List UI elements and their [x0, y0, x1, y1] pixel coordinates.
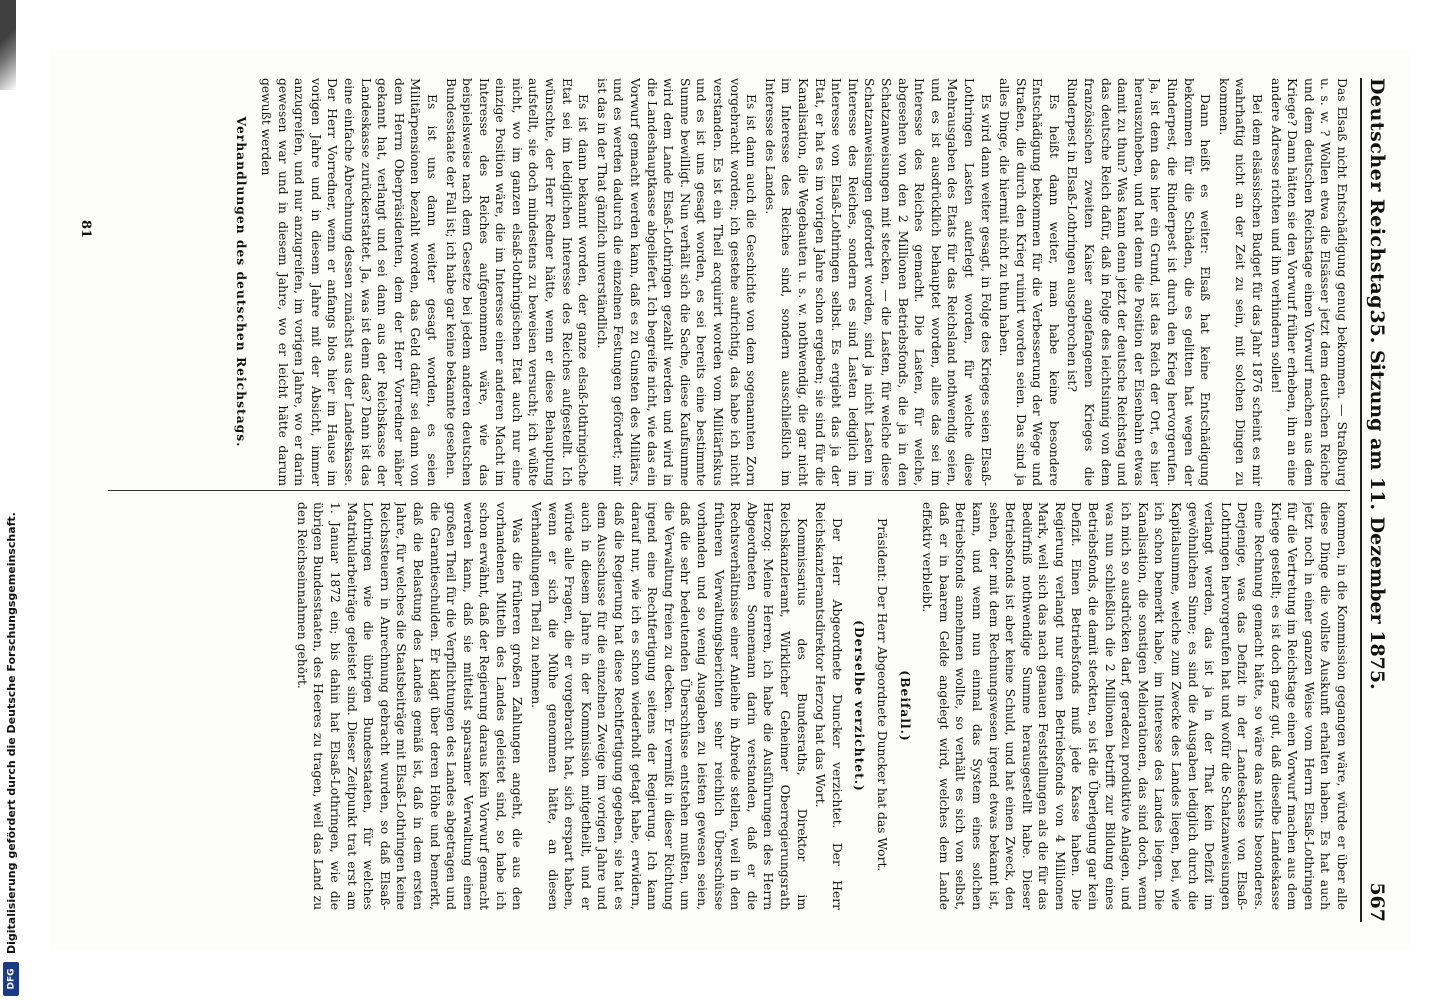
- paragraph: Kommissarius des Bundesraths, Direktor im Reichskanzleramt, Wirklicher Geheimer Oberregierungsrath Herzog: Meine Herren, ich habe die Ausführungen des Herrn Abgeordneten Sonnemann darin verstanden, daß er die Rechtsverhältnisse einer Anleihe in Abrede stellen, weil in den früheren Verwaltungsberichten sehr reichlich Überschüsse vorhanden und so wenig Ausgaben zu leisten gewesen seien, daß die sehr bedeutenden Überschüsse entstehen mußten, um die Verwaltung freien zu decken. Er vermißt in dieser Richtung irgend eine Rechtfertigung seitens der Regierung. Ich kann darauf nur, wie ich es schon wiederholt getagt habe, erwidern, daß die Regierung hat diese Rechtfertigung gegeben, sie hat es dem Ausschusse für die einzelnen Zweige im vorigen Jahre und auch in diesem Jahre in der Kommission mitgetheilt, und er würde alle Fragen, die er vorgebracht hat, sich erspart haben, wenn er sich die Mühe genommen hätte, an diesen Verhandlungen Theil zu nehmen.: [529, 502, 809, 910]
- paragraph: Es wird dann weiter gesagt, in Folge des Krieges seien Elsaß-Lothringen Lasten auferlegt worden, für welche diese Mehrausgaben des Etats für das Reichsland nothwendig seien, und es ist ausdrücklich behauptet worden, alles das sei im Interesse des Reiches gemacht. Die Lasten, für welche, abgesehen von den 2 Millionen Betriebsfonds, die ja in den Schatzanweisungen mit stecken, — die Lasten, für welche diese Schatzanweisungen gefordert worden, sind ja nicht Lasten im Interesse des Reiches, sondern es sind Lasten lediglich im Interesse von Elsaß-Lothringen selbst. Es ergiebt das ja der Etat, er hat es im vorigen Jahre schon ergeben; sie sind für die Kanalisation, die Wegebauten u. s. w. nothwendig, die gar nicht im Interesse des Reiches sind, sondern ausschließlich im Interesse des Landes.: [762, 78, 993, 486]
- paragraph: Es ist uns dann weiter gesagt worden, es seien Militärpensionen bezahlt worden, das Geld dafür sei dann von dem Herrn Oberpräsidenten, dem der Herr Vorredner näher gekannt hat, verlangt und sei dann aus der Reichskasse der Landeskasse zurückerstattet. Ja, was ist denn das? Dann ist das eine einfache Abrechnung dessen zunächst aus der Landeskasse. Der Herr Vorredner, wenn er anfangs blos hier im Hause im vorigen Jahre und in diesem Jahre mit der Absicht, immer anzugreifen, und nur anzugreifen, im vorigen Jahre, wo er darin gewesen war und in diesem Jahre, wo er leicht hätte darum gewußt werden: [259, 78, 439, 486]
- paragraph: Es ist dann bekannt worden, der ganze elsaß-lothringische Etat sei im lediglichen Interesse des Reiches aufgestellt. Ich wünschte, der Herr Redner hätte, wenn er diese Behauptung aufstellt, sie doch mindestens zu beweisen versucht; ich wüßte nicht, wo im ganzen elsaß-lothringischen Etat auch nur eine einzige Position wäre, die im Interesse einer anderen Macht im Interesse des Reiches aufgenommen wäre, wie das beispielsweise nach dem Gesetze bei jedem anderen deutschen Bundesstaate der Fall ist; ich habe gar keine bekannte gesehen.: [443, 78, 591, 486]
- column-divider: [108, 490, 1350, 491]
- paragraph: Es ist dann auch die Geschichte von dem sogenannten Zorn vorgebracht worden; ich gestehe aufrichtig, das habe ich nicht verstanden. Es ist ein Theil acquirirt worden vom Militärfiskus und es ist uns gesagt worden, es sei bereits eine bestimmte Summe bewilligt. Nun verhält sich die Sache, diese Kaufsumme wird dem Lande Elsaß-Lothringen gezahlt werden und wird in die Landeshauptkasse abgeliefert. Ich begreife nicht, wie das ein Vorwurf gemacht werden kann, daß es zu Gunsten des Militärs, und es werden dadurch die einzelnen Festungen gefördert; mir ist das in der That gänzlich unverständlich.: [594, 78, 759, 486]
- paragraph: Bei dem elsässischen Budget für das Jahr 1876 scheint es mir wahrhaftig nicht an der Zeit zu sein, mit solchen Dingen zu kommen.: [1216, 78, 1265, 486]
- digitization-credit: [0, 0, 22, 1000]
- paragraph: Was die früheren großen Zahlungen angeht, die aus den vorhandenen Mitteln des Landes geleistet sind, so habe ich schon erwähnt, daß der Regierung daraus kein Vorwurf gemacht werden kann, daß sie mittelst sparsamer Verwaltung einen großen Theil für die Verpflichtungen des Landes abgetragen und die Garantieschulden. Er klagt über deren Höhe und bemerkt, daß die Belastung des Landes gemäß ist, daß in dem ersten Jahre, für welches die Staatsbeiträge mit Elsaß-Lothringen keine Reichssteuern in Anrechnung gebracht wurden, so daß Elsaß-Lothringen wie die übrigen Bundesstaaten, für welches Matrikularbeiträge geleistet sind. Dieser Zeitpunkt trat erst am 1. Januar 1872 ein; bis dahin hat Elsaß-Lothringen, wie die übrigen Bundesstaaten, des Heeres zu tragen, weil das Land zu den Reichseinnahmen gehört.: [294, 502, 525, 910]
- right-column: [108, 502, 1350, 910]
- president-line: Präsident: Der Herr Abgeordnete Duncker hat das Wort.: [874, 518, 889, 872]
- paragraph: Es heißt dann weiter, man habe keine besondere Entschädigung bekommen für die Verbesserung der Wege und Straßen, die durch den Krieg ruinirt worden seien. Das sind ja alles Dinge, die hiermit nicht zu thun haben.: [997, 78, 1061, 486]
- dfg-logo: [3, 962, 19, 996]
- dfg-logo-label: DFG: [6, 968, 17, 990]
- waiver-note: (Derselbe verzichtet.): [852, 620, 868, 792]
- applause-note: (Beifall.): [897, 670, 913, 742]
- page-number: 567: [1366, 882, 1388, 922]
- paragraph: Dann heißt es weiter: Elsaß hat keine Entschädigung bekommen für die Schäden, die es gelitten hat wegen der Rinderpest, die Rinderpest ist durch den Krieg hervorgerufen. Ja, ist denn das hier ein Grund, ist das Reich der Ort, es hier herauszuheben, und hat denn die Position der Eisenbahn etwas damit zu thun? Was kann denn jetzt der deutsche Reichstag und das deutsche Reich dafür, daß in Folge des leichtsinnig von dem französischen zweiten Kaiser angefangenen Krieges die Rinderpest in Elsaß-Lothringen ausgebrochen ist?: [1065, 78, 1213, 486]
- header-title: Deutscher Reichstag.: [1366, 78, 1388, 317]
- left-column: [108, 78, 1350, 486]
- header-session: 35. Sitzung am 11. Dezember 1875.: [1366, 310, 1388, 690]
- document-page: [50, 50, 1410, 950]
- page-header: [1360, 78, 1392, 922]
- paragraph: kommen, in die Kommission gegangen wäre, würde er über alle diese Dinge die vollste Auskunft erhalten haben. Es hat auch jetzt noch in einer ganzen Weise vom Herrn Elsaß-Lothringen für die Vertretung im Reichstage einen Vorwurf machen aus dem Kriege gestellt; es ist doch ganz gut, daß dieselbe Landeskasse eine Rechnung gemacht hätte, so wäre das nichts besonderes. Derjenige, was das Defizit in der Landeskasse von Elsaß-Lothringen hervorgerufen hat und wofür die Schatzanweisungen verlangt werden, das ist ja in der That kein Defizit im gewöhnlichen Sinne; es sind die Ausgaben lediglich durch die Kapitalsumme, welche zum Zwecke des Landes liegen, bei, wie ich schon bemerkt habe, im Interesse des Landes liegen. Die Kanalisation, die sonstigen Meliorationen, das sind doch, wenn ich mich so ausdrücken darf, geradezu produktive Anlagen, und was nun schließlich die 2 Millionen betrifft zur Bildung eines Betriebsfonds, die damit steckten, so ist die Überlegung gar kein Defizit. Einen Betriebsfonds muß jede Kasse haben. Die Regierung verlangt nur einen Betriebsfonds von 4 Millionen Mark, weil sich das nach genauen Feststellungen als die für das Bedürfniß nothwendige Summe herausgestellt habe. Dieser Betriebsfonds ist aber keine Schuld, und hat einen Zweck, den sehen, der mit dem Rechnungswesen irgend etwas bekannt ist, kann, und wenn nun einmal das System eines solchen Betriebsfonds annehmen wollte, so verhält es sich von selbst, daß er in baarem Gelde angelegt wird, welches dem Lande effektiv verbleibt.: [920, 502, 1349, 910]
- closing-line: Verhandlungen des deutschen Reichstags.: [234, 116, 250, 448]
- speaker-line: Der Herr Abgeordnete Duncker verzichtet. Der Herr Reichskanzleramtsdirektor Herzog hat das Wort.: [813, 502, 844, 910]
- credit-text: Digitalisierung gefördert durch die Deutsche Forschungsgemeinschaft.: [5, 512, 18, 954]
- signature-number: 81: [78, 220, 93, 239]
- paragraph: Das Elsaß nicht Entschädigung genug bekommen. — Straßburg u. s. w. ? Wollen etwa die Elsässer jetzt dem deutschen Reiche und dem deutschen Reichstage einen Vorwurf machen aus dem Kriege? Dann hätten sie den Vorwurf früher erheben, ihn an eine andere Adresse richten und ihn verhindern sollen!: [1268, 78, 1349, 486]
